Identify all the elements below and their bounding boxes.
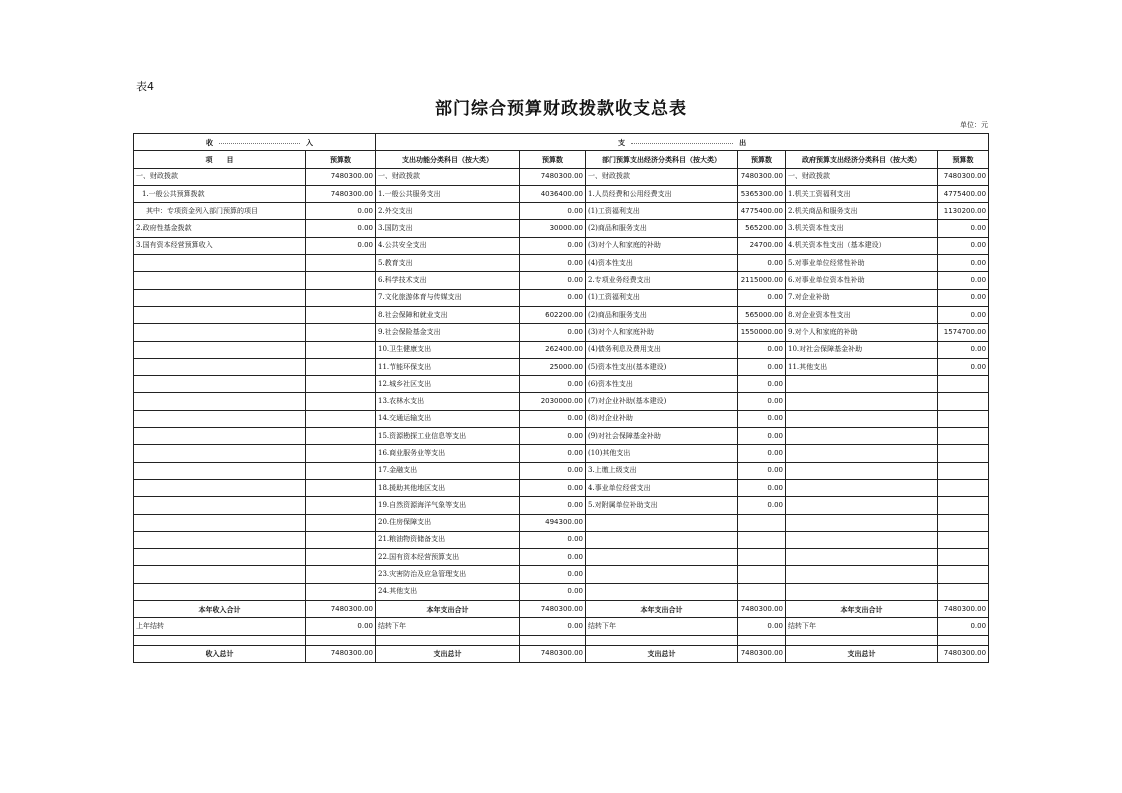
- budget-value-4: [938, 514, 989, 531]
- header-budget-1: 预算数: [306, 151, 376, 168]
- budget-value-4: 0.00: [938, 272, 989, 289]
- budget-value-1: [306, 531, 376, 548]
- budget-value-1: 7480300.00: [306, 168, 376, 185]
- budget-value-1: [306, 255, 376, 272]
- item-label-4: 3.机关资本性支出: [786, 220, 938, 237]
- budget-value-2: 0.00: [520, 410, 586, 427]
- table-row: [134, 410, 989, 427]
- budget-value-4: 0.00: [938, 341, 989, 358]
- item-label-4: [786, 566, 938, 583]
- item-label-1: 一、财政拨款: [134, 168, 306, 185]
- item-label-4: 支出总计: [786, 645, 938, 662]
- budget-value-2: 0.00: [520, 255, 586, 272]
- item-label-1: [134, 324, 306, 341]
- budget-value-1: 0.00: [306, 237, 376, 254]
- budget-value-1: 7480300.00: [306, 601, 376, 618]
- empty-cell: [738, 635, 786, 645]
- empty-cell: [134, 635, 306, 645]
- table-row: [134, 237, 989, 254]
- header-gov-econ: 政府预算支出经济分类科目（按大类）: [786, 151, 938, 168]
- item-label-3: [586, 514, 738, 531]
- item-label-3: (6)资本性支出: [586, 376, 738, 393]
- budget-value-3: 0.00: [738, 410, 786, 427]
- budget-value-4: 0.00: [938, 306, 989, 323]
- budget-value-1: [306, 566, 376, 583]
- budget-value-3: 0.00: [738, 341, 786, 358]
- budget-value-4: 0.00: [938, 289, 989, 306]
- item-label-1: [134, 531, 306, 548]
- item-label-2: 17.金融支出: [376, 462, 520, 479]
- table-row: [134, 324, 989, 341]
- item-label-2: 7.文化旅游体育与传媒支出: [376, 289, 520, 306]
- item-label-3: (8)对企业补助: [586, 410, 738, 427]
- budget-value-1: [306, 358, 376, 375]
- expense-super-header: 支 出: [376, 134, 989, 151]
- budget-value-3: 4775400.00: [738, 203, 786, 220]
- item-label-1: [134, 583, 306, 600]
- item-label-4: [786, 445, 938, 462]
- budget-value-3: 0.00: [738, 462, 786, 479]
- budget-value-2: 0.00: [520, 445, 586, 462]
- budget-value-4: [938, 445, 989, 462]
- spacer-row: [134, 635, 989, 645]
- item-label-4: 11.其他支出: [786, 358, 938, 375]
- budget-value-3: 0.00: [738, 428, 786, 445]
- budget-value-2: 0.00: [520, 566, 586, 583]
- item-label-4: 10.对社会保障基金补助: [786, 341, 938, 358]
- table-row: [134, 272, 989, 289]
- item-label-3: [586, 583, 738, 600]
- budget-value-2: 0.00: [520, 583, 586, 600]
- budget-value-4: 0.00: [938, 237, 989, 254]
- item-label-1: [134, 428, 306, 445]
- table-row: [134, 549, 989, 566]
- budget-value-4: 0.00: [938, 220, 989, 237]
- item-label-2: 20.住房保障支出: [376, 514, 520, 531]
- budget-value-2: 0.00: [520, 549, 586, 566]
- empty-cell: [938, 635, 989, 645]
- budget-value-3: [738, 531, 786, 548]
- table-row: [134, 583, 989, 600]
- item-label-2: 24.其他支出: [376, 583, 520, 600]
- budget-value-2: 0.00: [520, 272, 586, 289]
- budget-value-3: 7480300.00: [738, 645, 786, 662]
- item-label-2: 21.粮油物资储备支出: [376, 531, 520, 548]
- header-budget-3: 预算数: [738, 151, 786, 168]
- item-label-2: 4.公共安全支出: [376, 237, 520, 254]
- table-row: [134, 341, 989, 358]
- budget-value-2: 0.00: [520, 618, 586, 635]
- table-row: [134, 220, 989, 237]
- budget-value-2: 7480300.00: [520, 168, 586, 185]
- budget-value-3: [738, 583, 786, 600]
- table-row: [134, 445, 989, 462]
- item-label-4: [786, 393, 938, 410]
- budget-value-2: 0.00: [520, 376, 586, 393]
- budget-value-3: 5365300.00: [738, 185, 786, 202]
- budget-value-3: [738, 566, 786, 583]
- item-label-2: 本年支出合计: [376, 601, 520, 618]
- item-label-2: 5.教育支出: [376, 255, 520, 272]
- budget-value-3: 0.00: [738, 289, 786, 306]
- table-row: [134, 566, 989, 583]
- column-header-row: [134, 151, 989, 168]
- budget-value-3: 0.00: [738, 479, 786, 496]
- budget-value-4: [938, 376, 989, 393]
- budget-value-4: [938, 566, 989, 583]
- item-label-3: [586, 549, 738, 566]
- budget-value-3: 0.00: [738, 497, 786, 514]
- budget-value-3: 24700.00: [738, 237, 786, 254]
- budget-value-4: 1130200.00: [938, 203, 989, 220]
- item-label-1: 2.政府性基金拨款: [134, 220, 306, 237]
- item-label-3: (5)资本性支出(基本建设): [586, 358, 738, 375]
- item-label-4: 1.机关工资福利支出: [786, 185, 938, 202]
- budget-value-4: 0.00: [938, 618, 989, 635]
- budget-value-3: [738, 514, 786, 531]
- budget-value-2: 262400.00: [520, 341, 586, 358]
- item-label-2: 9.社会保险基金支出: [376, 324, 520, 341]
- item-label-1: [134, 514, 306, 531]
- budget-value-3: 0.00: [738, 393, 786, 410]
- item-label-1: [134, 445, 306, 462]
- item-label-4: 9.对个人和家庭的补助: [786, 324, 938, 341]
- budget-value-1: [306, 514, 376, 531]
- table-body: [134, 134, 989, 663]
- budget-value-2: 0.00: [520, 324, 586, 341]
- item-label-3: 支出总计: [586, 645, 738, 662]
- item-label-4: [786, 514, 938, 531]
- item-label-4: [786, 549, 938, 566]
- budget-value-1: [306, 272, 376, 289]
- budget-value-3: 7480300.00: [738, 168, 786, 185]
- table-row: [134, 358, 989, 375]
- item-label-3: 一、财政拨款: [586, 168, 738, 185]
- item-label-3: 结转下年: [586, 618, 738, 635]
- budget-value-1: [306, 376, 376, 393]
- header-budget-4: 预算数: [938, 151, 989, 168]
- budget-value-4: 1574700.00: [938, 324, 989, 341]
- budget-value-4: [938, 583, 989, 600]
- budget-value-2: 0.00: [520, 479, 586, 496]
- item-label-3: (2)商品和服务支出: [586, 306, 738, 323]
- budget-value-3: 7480300.00: [738, 601, 786, 618]
- table-row: [134, 531, 989, 548]
- item-label-3: (9)对社会保障基金补助: [586, 428, 738, 445]
- item-label-3: (1)工资福利支出: [586, 203, 738, 220]
- item-label-2: 6.科学技术支出: [376, 272, 520, 289]
- budget-value-2: 494300.00: [520, 514, 586, 531]
- item-label-3: (3)对个人和家庭补助: [586, 324, 738, 341]
- item-label-4: 6.对事业单位资本性补助: [786, 272, 938, 289]
- budget-value-2: 0.00: [520, 531, 586, 548]
- budget-table: [133, 133, 989, 663]
- budget-value-3: 0.00: [738, 445, 786, 462]
- item-label-2: 14.交通运输支出: [376, 410, 520, 427]
- budget-value-3: 1550000.00: [738, 324, 786, 341]
- empty-cell: [520, 635, 586, 645]
- item-label-4: 4.机关资本性支出（基本建设）: [786, 237, 938, 254]
- table-row: [134, 306, 989, 323]
- budget-value-4: [938, 531, 989, 548]
- item-label-3: (10)其他支出: [586, 445, 738, 462]
- item-label-1: [134, 410, 306, 427]
- table-row: [134, 185, 989, 202]
- empty-cell: [786, 635, 938, 645]
- budget-value-2: 4036400.00: [520, 185, 586, 202]
- item-label-4: 本年支出合计: [786, 601, 938, 618]
- budget-value-2: 0.00: [520, 203, 586, 220]
- year-total-row: [134, 601, 989, 618]
- budget-value-2: 2030000.00: [520, 393, 586, 410]
- budget-value-1: [306, 462, 376, 479]
- item-label-3: (2)商品和服务支出: [586, 220, 738, 237]
- item-label-1: [134, 289, 306, 306]
- item-label-3: 3.上缴上级支出: [586, 462, 738, 479]
- table-row: [134, 393, 989, 410]
- budget-value-2: 602200.00: [520, 306, 586, 323]
- table-row: [134, 168, 989, 185]
- empty-cell: [306, 635, 376, 645]
- budget-value-4: [938, 479, 989, 496]
- budget-value-1: [306, 393, 376, 410]
- budget-value-2: 7480300.00: [520, 645, 586, 662]
- item-label-1: [134, 376, 306, 393]
- budget-value-1: 0.00: [306, 220, 376, 237]
- item-label-1: 收入总计: [134, 645, 306, 662]
- item-label-4: [786, 428, 938, 445]
- budget-value-4: 7480300.00: [938, 645, 989, 662]
- budget-value-2: 0.00: [520, 289, 586, 306]
- budget-value-4: 7480300.00: [938, 168, 989, 185]
- budget-value-4: [938, 497, 989, 514]
- unit-label: 单位：元: [960, 121, 988, 129]
- budget-value-2: 0.00: [520, 462, 586, 479]
- budget-value-1: [306, 306, 376, 323]
- item-label-4: 一、财政拨款: [786, 168, 938, 185]
- item-label-3: [586, 531, 738, 548]
- budget-value-4: 0.00: [938, 255, 989, 272]
- budget-value-1: [306, 549, 376, 566]
- empty-cell: [376, 635, 520, 645]
- budget-value-1: 7480300.00: [306, 645, 376, 662]
- table-row: [134, 289, 989, 306]
- item-label-4: [786, 531, 938, 548]
- budget-value-3: 565200.00: [738, 220, 786, 237]
- item-label-1: [134, 479, 306, 496]
- item-label-1: 其中：专项资金列入部门预算的项目: [134, 203, 306, 220]
- item-label-1: 本年收入合计: [134, 601, 306, 618]
- item-label-1: [134, 393, 306, 410]
- table-row: [134, 462, 989, 479]
- budget-value-4: 4775400.00: [938, 185, 989, 202]
- item-label-4: [786, 410, 938, 427]
- budget-value-4: 0.00: [938, 358, 989, 375]
- table-row: [134, 428, 989, 445]
- table-row: [134, 376, 989, 393]
- item-label-4: [786, 479, 938, 496]
- budget-value-4: 7480300.00: [938, 601, 989, 618]
- item-label-1: [134, 566, 306, 583]
- item-label-2: 1.一般公共服务支出: [376, 185, 520, 202]
- budget-value-2: 0.00: [520, 237, 586, 254]
- budget-value-1: 7480300.00: [306, 185, 376, 202]
- item-label-3: 本年支出合计: [586, 601, 738, 618]
- item-label-2: 12.城乡社区支出: [376, 376, 520, 393]
- page-title: 部门综合预算财政拨款收支总表: [435, 99, 687, 119]
- table-row: [134, 479, 989, 496]
- budget-value-3: 0.00: [738, 358, 786, 375]
- item-label-3: [586, 566, 738, 583]
- table-row: [134, 497, 989, 514]
- item-label-1: [134, 306, 306, 323]
- budget-value-2: 30000.00: [520, 220, 586, 237]
- budget-value-3: 0.00: [738, 255, 786, 272]
- header-dept-econ: 部门预算支出经济分类科目（按大类）: [586, 151, 738, 168]
- empty-cell: [586, 635, 738, 645]
- item-label-2: 支出总计: [376, 645, 520, 662]
- item-label-3: (4)债务利息及费用支出: [586, 341, 738, 358]
- item-label-4: 2.机关商品和服务支出: [786, 203, 938, 220]
- header-budget-2: 预算数: [520, 151, 586, 168]
- item-label-1: [134, 497, 306, 514]
- item-label-3: (4)资本性支出: [586, 255, 738, 272]
- budget-value-4: [938, 410, 989, 427]
- income-super-header: 收 入: [134, 134, 376, 151]
- item-label-4: 7.对企业补助: [786, 289, 938, 306]
- grand-total-row: [134, 645, 989, 662]
- table-row: [134, 514, 989, 531]
- item-label-1: 上年结转: [134, 618, 306, 635]
- budget-value-2: 0.00: [520, 497, 586, 514]
- budget-value-1: [306, 479, 376, 496]
- item-label-2: 16.商业服务业等支出: [376, 445, 520, 462]
- item-label-2: 22.国有资本经营预算支出: [376, 549, 520, 566]
- item-label-2: 一、财政拨款: [376, 168, 520, 185]
- budget-value-1: [306, 410, 376, 427]
- item-label-2: 3.国防支出: [376, 220, 520, 237]
- budget-value-1: 0.00: [306, 618, 376, 635]
- table-row: [134, 255, 989, 272]
- budget-value-3: 0.00: [738, 618, 786, 635]
- super-header-row: [134, 134, 989, 151]
- item-label-3: 5.对附属单位补助支出: [586, 497, 738, 514]
- item-label-3: (7)对企业补助(基本建设): [586, 393, 738, 410]
- item-label-2: 15.资源勘探工业信息等支出: [376, 428, 520, 445]
- budget-value-2: 0.00: [520, 428, 586, 445]
- item-label-2: 2.外交支出: [376, 203, 520, 220]
- budget-value-3: 2115000.00: [738, 272, 786, 289]
- item-label-4: 5.对事业单位经常性补助: [786, 255, 938, 272]
- table-row: [134, 203, 989, 220]
- budget-value-3: [738, 549, 786, 566]
- budget-value-4: [938, 549, 989, 566]
- header-item: 项 目: [134, 151, 306, 168]
- budget-value-1: [306, 289, 376, 306]
- carry-over-row: [134, 618, 989, 635]
- budget-value-1: [306, 583, 376, 600]
- item-label-2: 18.援助其他地区支出: [376, 479, 520, 496]
- table-number: 表4: [136, 80, 154, 93]
- item-label-1: [134, 255, 306, 272]
- item-label-2: 13.农林水支出: [376, 393, 520, 410]
- item-label-3: 1.人员经费和公用经费支出: [586, 185, 738, 202]
- item-label-3: (1)工资福利支出: [586, 289, 738, 306]
- item-label-4: [786, 583, 938, 600]
- item-label-3: (3)对个人和家庭的补助: [586, 237, 738, 254]
- item-label-3: 2.专项业务经费支出: [586, 272, 738, 289]
- item-label-2: 10.卫生健康支出: [376, 341, 520, 358]
- item-label-1: [134, 358, 306, 375]
- budget-value-4: [938, 428, 989, 445]
- item-label-2: 8.社会保障和就业支出: [376, 306, 520, 323]
- item-label-4: [786, 376, 938, 393]
- budget-value-1: [306, 445, 376, 462]
- item-label-1: [134, 462, 306, 479]
- item-label-1: [134, 341, 306, 358]
- budget-value-1: 0.00: [306, 203, 376, 220]
- item-label-1: 1.一般公共预算拨款: [134, 185, 306, 202]
- budget-value-1: [306, 324, 376, 341]
- item-label-3: 4.事业单位经营支出: [586, 479, 738, 496]
- item-label-4: 结转下年: [786, 618, 938, 635]
- item-label-2: 结转下年: [376, 618, 520, 635]
- budget-value-1: [306, 497, 376, 514]
- item-label-4: [786, 462, 938, 479]
- budget-value-4: [938, 393, 989, 410]
- item-label-2: 11.节能环保支出: [376, 358, 520, 375]
- budget-value-2: 25000.00: [520, 358, 586, 375]
- item-label-1: [134, 549, 306, 566]
- item-label-4: 8.对企业资本性支出: [786, 306, 938, 323]
- item-label-1: 3.国有资本经营预算收入: [134, 237, 306, 254]
- budget-value-3: 565000.00: [738, 306, 786, 323]
- item-label-4: [786, 497, 938, 514]
- header-func: 支出功能分类科目（按大类）: [376, 151, 520, 168]
- budget-value-3: 0.00: [738, 376, 786, 393]
- item-label-1: [134, 272, 306, 289]
- item-label-2: 23.灾害防治及应急管理支出: [376, 566, 520, 583]
- budget-value-4: [938, 462, 989, 479]
- budget-value-1: [306, 428, 376, 445]
- budget-value-1: [306, 341, 376, 358]
- item-label-2: 19.自然资源海洋气象等支出: [376, 497, 520, 514]
- budget-value-2: 7480300.00: [520, 601, 586, 618]
